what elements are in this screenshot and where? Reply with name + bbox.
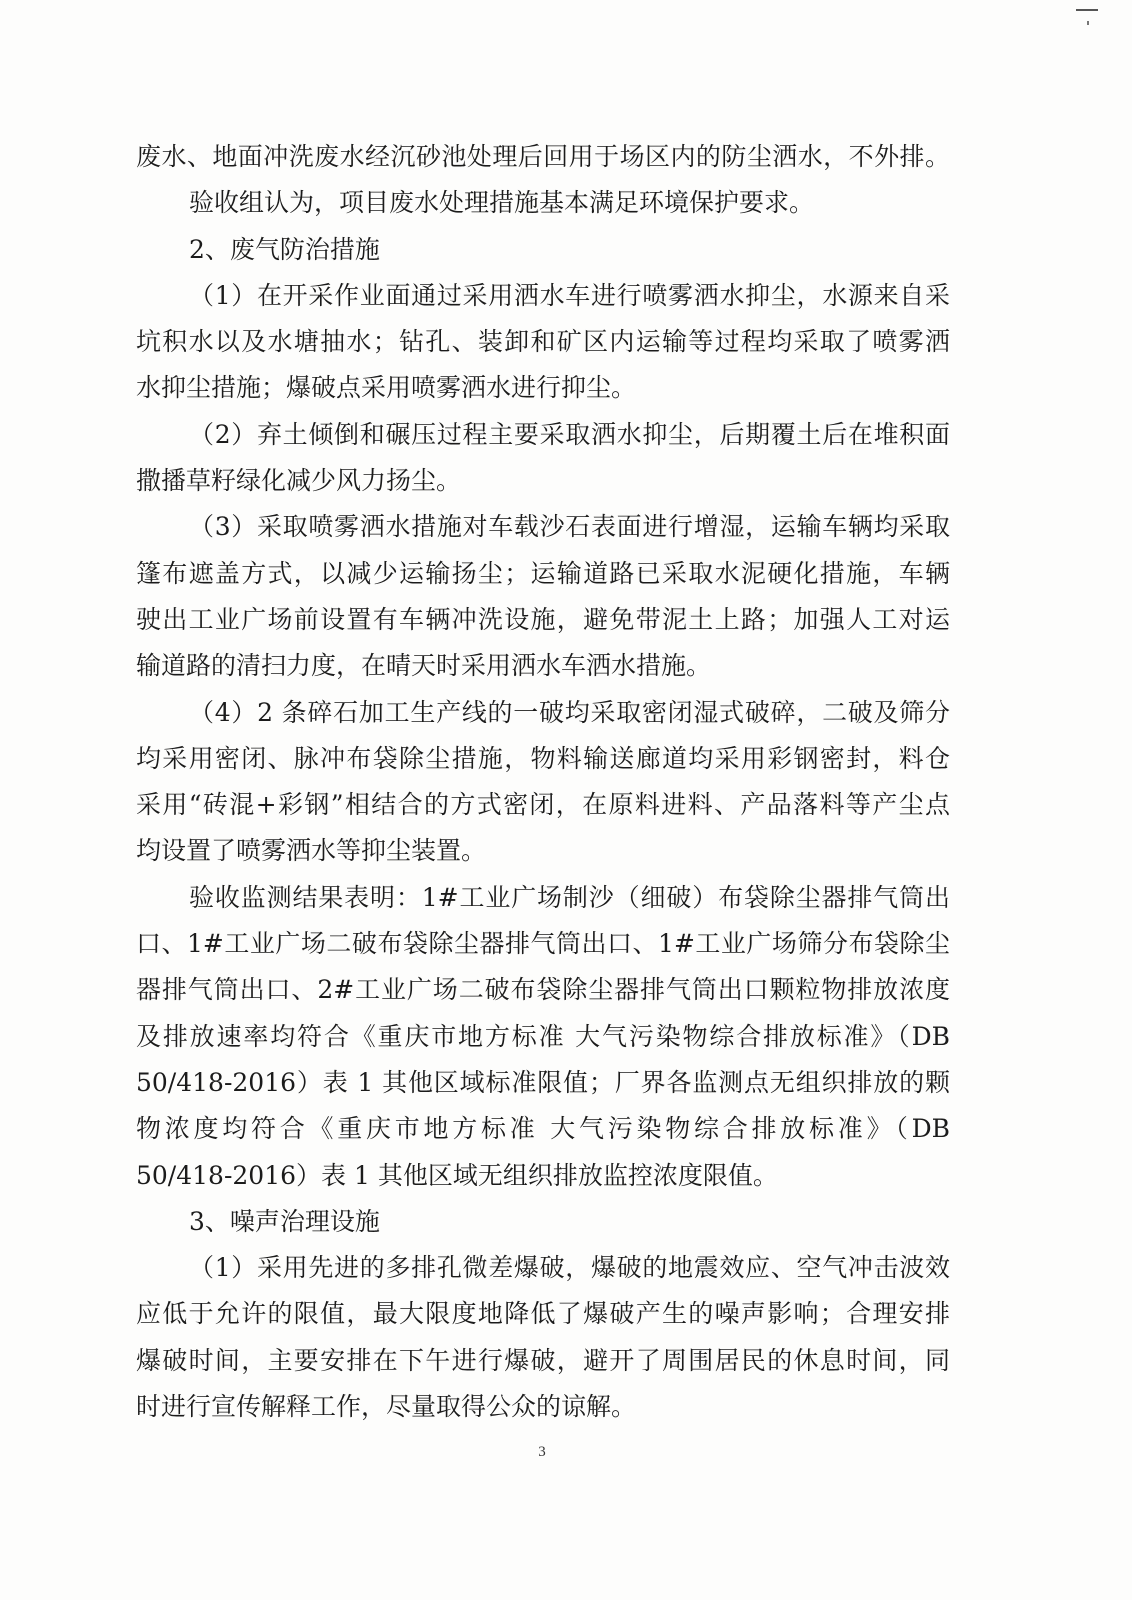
text-line: 撒播草籽绿化减少风力扬尘。 [136,466,462,496]
text-line: 爆破时间，主要安排在下午进行爆破，避开了周围居民的休息时间，同 [136,1345,950,1375]
text-line: （2）弃土倾倒和碾压过程主要采取洒水抑尘，后期覆土后在堆积面 [189,419,950,449]
text-line: 均设置了喷雾洒水等抑尘装置。 [136,836,487,866]
text-line: 采用“砖混+彩钢”相结合的方式密闭，在原料进料、产品落料等产尘点 [136,790,950,820]
text-line: 坑积水以及水塘抽水；钻孔、装卸和矿区内运输等过程均采取了喷雾洒 [136,327,950,357]
text-line: （1）在开采作业面通过采用洒水车进行喷雾洒水抑尘，水源来自采 [189,280,950,310]
section-heading-noise: 3、噪声治理设施 [189,1206,380,1236]
text-line: 篷布遮盖方式，以减少运输扬尘；运输道路已采取水泥硬化措施，车辆 [136,558,950,588]
body-text [136,134,950,1430]
text-line: （3）采取喷雾洒水措施对车载沙石表面进行增湿，运输车辆均采取 [189,512,950,542]
text-line: 50/418-2016）表 1 其他区域无组织排放监控浓度限值。 [136,1160,778,1190]
scan-mark [1076,9,1098,11]
page-number: 3 [538,1444,546,1460]
text-line: 水抑尘措施；爆破点采用喷雾洒水进行抑尘。 [136,373,637,403]
text-line: 及排放速率均符合《重庆市地方标准 大气污染物综合排放标准》（DB [136,1021,950,1051]
scan-dot [1087,21,1089,25]
text-line: 器排气筒出口、2#工业广场二破布袋除尘器排气筒出口颗粒物排放浓度 [136,975,950,1005]
text-line: 验收组认为，项目废水处理措施基本满足环境保护要求。 [189,188,815,218]
text-line: 驶出工业广场前设置有车辆冲洗设施，避免带泥土上路；加强人工对运 [136,604,950,634]
text-line: 时进行宣传解释工作，尽量取得公众的谅解。 [136,1392,637,1422]
text-line: 口、1#工业广场二破布袋除尘器排气筒出口、1#工业广场筛分布袋除尘 [136,929,950,959]
text-line: 均采用密闭、脉冲布袋除尘措施，物料输送廊道均采用彩钢密封，料仓 [136,743,950,773]
text-line: 废水、地面冲洗废水经沉砂池处理后回用于场区内的防尘洒水，不外排。 [136,142,950,171]
section-heading-exhaust: 2、废气防治措施 [189,234,380,264]
text-line: 50/418-2016）表 1 其他区域标准限值；厂界各监测点无组织排放的颗 [136,1067,950,1097]
text-line: （4）2 条碎石加工生产线的一破均采取密闭湿式破碎，二破及筛分 [189,697,950,727]
text-line: 应低于允许的限值，最大限度地降低了爆破产生的噪声影响；合理安排 [136,1299,950,1329]
text-line: 物浓度均符合《重庆市地方标准 大气污染物综合排放标准》（DB [136,1114,950,1144]
text-line: 输道路的清扫力度，在晴天时采用洒水车洒水措施。 [136,651,712,681]
text-line: 验收监测结果表明：1#工业广场制沙（细破）布袋除尘器排气筒出 [189,882,950,912]
text-line: （1）采用先进的多排孔微差爆破，爆破的地震效应、空气冲击波效 [189,1253,950,1283]
